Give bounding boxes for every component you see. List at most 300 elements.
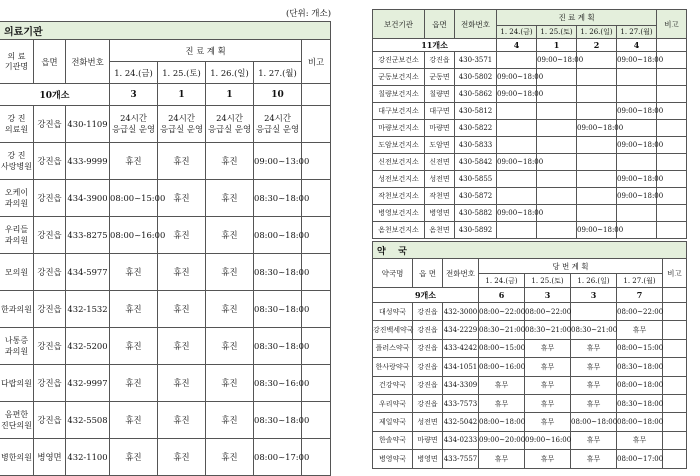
header-date: 1. 27.(월): [617, 274, 663, 288]
cell-name: 성전보건지소: [373, 171, 425, 188]
summary-count: 1: [158, 84, 206, 106]
cell-schedule: 09:00~18:00: [497, 154, 537, 171]
cell-note: [657, 86, 687, 103]
header-date: 1. 27.(월): [254, 62, 302, 84]
cell-region: 칠량면: [425, 86, 455, 103]
cell-schedule: 09:00~18:00: [617, 52, 657, 69]
cell-schedule: [617, 86, 657, 103]
header-date: 1. 26.(일): [206, 62, 254, 84]
cell-schedule: 08:00~22:00: [479, 303, 525, 321]
cell-schedule: 08:30~21:00: [479, 321, 525, 339]
cell-schedule: 08:00~16:00: [479, 358, 525, 376]
summary-note: [302, 84, 331, 106]
cell-schedule: 08:30~18:00: [254, 402, 302, 439]
cell-schedule: 휴진: [110, 402, 158, 439]
cell-schedule: 휴진: [206, 439, 254, 476]
table-row: [0, 402, 331, 439]
cell-schedule: [617, 205, 657, 222]
table-row: [0, 328, 331, 365]
table-row: [373, 86, 687, 103]
cell-name: 작천보건지소: [373, 188, 425, 205]
cell-phone: 432-5042: [443, 413, 479, 431]
summary-count: 3: [110, 84, 158, 106]
table-row: [373, 188, 687, 205]
cell-schedule: 08:30~18:00: [617, 358, 663, 376]
cell-region: 성전면: [413, 413, 443, 431]
table-row: [373, 154, 687, 171]
cell-name: 모의원: [0, 254, 34, 291]
cell-region: 작천면: [425, 188, 455, 205]
cell-schedule: 휴무: [571, 450, 617, 468]
cell-schedule: 08:30~18:00: [254, 180, 302, 217]
cell-schedule: 09:00~18:00: [497, 205, 537, 222]
cell-name: 한솔약국: [373, 431, 413, 449]
table-row: [0, 439, 331, 476]
cell-schedule: 휴진: [110, 291, 158, 328]
cell-schedule: 08:00~15:00: [110, 180, 158, 217]
cell-schedule: 08:00~15:00: [479, 339, 525, 357]
cell-schedule: [577, 69, 617, 86]
cell-schedule: 휴진: [158, 254, 206, 291]
cell-schedule: 08:00~18:00: [254, 217, 302, 254]
cell-region: 병영면: [413, 450, 443, 468]
cell-name: 병영보건지소: [373, 205, 425, 222]
cell-schedule: 휴진: [158, 365, 206, 402]
cell-name: 강진백세약국: [373, 321, 413, 339]
cell-schedule: [617, 154, 657, 171]
cell-schedule: [497, 188, 537, 205]
cell-schedule: [537, 171, 577, 188]
cell-schedule: [497, 222, 537, 239]
cell-note: [302, 106, 331, 143]
cell-schedule: [537, 188, 577, 205]
cell-region: 병영면: [34, 439, 66, 476]
summary-note: [663, 288, 687, 303]
table-row: [0, 143, 331, 180]
cell-schedule: [577, 103, 617, 120]
cell-region: 마량면: [413, 431, 443, 449]
cell-phone: 434-5977: [66, 254, 110, 291]
cell-phone: 434-3900: [66, 180, 110, 217]
cell-phone: 434-2229: [443, 321, 479, 339]
cell-schedule: 휴진: [158, 180, 206, 217]
table-row: [373, 52, 687, 69]
cell-schedule: 08:00~22:00: [525, 303, 571, 321]
header-region: 읍면: [425, 10, 455, 39]
cell-schedule: 08:00~15:00: [617, 339, 663, 357]
cell-name: 대성약국: [373, 303, 413, 321]
header-note: 비고: [302, 40, 331, 84]
cell-schedule: 08:00~18:00: [617, 376, 663, 394]
cell-schedule: [497, 171, 537, 188]
header-region: 읍 면: [413, 259, 443, 288]
cell-name: 한과의원: [0, 291, 34, 328]
cell-schedule: 08:30~18:00: [617, 394, 663, 412]
cell-schedule: 08:00~17:00: [617, 450, 663, 468]
cell-schedule: 09:00~18:00: [617, 103, 657, 120]
cell-schedule: 휴무: [525, 394, 571, 412]
header-date: 1. 26.(일): [571, 274, 617, 288]
table-row: [373, 358, 687, 376]
cell-region: 강진읍: [413, 376, 443, 394]
cell-phone: 430-5855: [455, 171, 497, 188]
table-row: [373, 120, 687, 137]
cell-schedule: [537, 120, 577, 137]
cell-schedule: 09:00~13:00: [254, 143, 302, 180]
unit-note: (단위: 개소): [286, 9, 332, 19]
cell-phone: 430-5812: [455, 103, 497, 120]
cell-name: 칠량보건지소: [373, 86, 425, 103]
table-row: [373, 137, 687, 154]
summary-label: 10개소: [0, 84, 110, 106]
cell-region: 도암면: [425, 137, 455, 154]
cell-note: [657, 154, 687, 171]
summary-count: 7: [617, 288, 663, 303]
cell-phone: 432-5200: [66, 328, 110, 365]
cell-note: [663, 358, 687, 376]
cell-region: 강진읍: [413, 394, 443, 412]
cell-name: 우리약국: [373, 394, 413, 412]
cell-name: 병한의원: [0, 439, 34, 476]
cell-phone: 433-7573: [443, 394, 479, 412]
cell-schedule: 09:00~20:00: [479, 431, 525, 449]
cell-name: 대구보건지소: [373, 103, 425, 120]
cell-phone: 430-1109: [66, 106, 110, 143]
table-row: [373, 431, 687, 449]
cell-phone: 432-1100: [66, 439, 110, 476]
cell-region: 마량면: [425, 120, 455, 137]
cell-schedule: 휴무: [571, 394, 617, 412]
cell-schedule: 휴진: [158, 328, 206, 365]
cell-phone: 432-3000: [443, 303, 479, 321]
cell-schedule: 휴진: [158, 402, 206, 439]
cell-phone: 434-3309: [443, 376, 479, 394]
cell-name: 플러스약국: [373, 339, 413, 357]
cell-name: 한사랑약국: [373, 358, 413, 376]
cell-phone: 430-5862: [455, 86, 497, 103]
cell-note: [663, 431, 687, 449]
header-date: 1. 24.(금): [497, 26, 537, 39]
cell-note: [657, 69, 687, 86]
cell-schedule: 휴진: [206, 328, 254, 365]
cell-schedule: 휴진: [206, 217, 254, 254]
cell-name: 다랍의원: [0, 365, 34, 402]
cell-name: 마량보건지소: [373, 120, 425, 137]
cell-note: [663, 413, 687, 431]
header-date: 1. 26.(일): [577, 26, 617, 39]
cell-schedule: 휴무: [617, 321, 663, 339]
table-row: [0, 365, 331, 402]
header-plan: 당 번 계 획: [479, 259, 663, 274]
cell-schedule: [537, 222, 577, 239]
cell-note: [663, 321, 687, 339]
summary-count: 2: [577, 39, 617, 52]
cell-schedule: 휴진: [158, 291, 206, 328]
cell-name: 군동보건지소: [373, 69, 425, 86]
cell-schedule: 08:30~21:00: [525, 321, 571, 339]
cell-schedule: [537, 103, 577, 120]
table-row: [373, 222, 687, 239]
cell-schedule: 08:00~18:00: [479, 413, 525, 431]
cell-schedule: [577, 154, 617, 171]
cell-schedule: 휴무: [525, 413, 571, 431]
cell-region: 강진읍: [34, 217, 66, 254]
cell-schedule: 08:00~17:00: [254, 439, 302, 476]
header-date: 1. 25.(토): [525, 274, 571, 288]
summary-count: 4: [617, 39, 657, 52]
summary-count: 4: [497, 39, 537, 52]
cell-region: 강진읍: [425, 52, 455, 69]
table-row: [373, 303, 687, 321]
summary-label: 9개소: [373, 288, 479, 303]
cell-name: 강 진 의료원: [0, 106, 34, 143]
cell-phone: 433-9999: [66, 143, 110, 180]
health-centers-table: [372, 9, 687, 239]
cell-region: 강진읍: [34, 291, 66, 328]
cell-schedule: 휴무: [525, 358, 571, 376]
cell-phone: 430-5872: [455, 188, 497, 205]
cell-phone: 432-5508: [66, 402, 110, 439]
cell-region: 강진읍: [34, 402, 66, 439]
cell-schedule: 휴무: [525, 339, 571, 357]
cell-schedule: 휴진: [158, 439, 206, 476]
cell-schedule: 휴진: [110, 439, 158, 476]
header-phone: 전화번호: [455, 10, 497, 39]
cell-schedule: [497, 137, 537, 154]
header-plan: 진 료 계 획: [497, 10, 657, 26]
cell-schedule: 휴무: [571, 376, 617, 394]
cell-region: 강진읍: [34, 180, 66, 217]
cell-region: 강진읍: [34, 106, 66, 143]
cell-schedule: 08:30~18:00: [254, 291, 302, 328]
cell-schedule: 08:30~21:00: [571, 321, 617, 339]
cell-name: 오케이 과의원: [0, 180, 34, 217]
cell-phone: 430-3571: [455, 52, 497, 69]
cell-region: 강진읍: [413, 321, 443, 339]
table-row: [373, 69, 687, 86]
cell-note: [663, 450, 687, 468]
header-note: 비고: [657, 10, 687, 39]
cell-schedule: 휴무: [479, 450, 525, 468]
cell-schedule: 09:00~18:00: [577, 120, 617, 137]
cell-region: 강진읍: [413, 303, 443, 321]
cell-phone: 430-5882: [455, 205, 497, 222]
header-date: 1. 24.(금): [479, 274, 525, 288]
cell-schedule: [617, 69, 657, 86]
cell-schedule: 09:00~18:00: [617, 188, 657, 205]
cell-region: 강진읍: [34, 365, 66, 402]
summary-count: 1: [206, 84, 254, 106]
cell-schedule: 09:00~18:00: [577, 222, 617, 239]
summary-note: [657, 39, 687, 52]
cell-schedule: 휴진: [110, 365, 158, 402]
cell-schedule: [497, 120, 537, 137]
header-date: 1. 25.(토): [537, 26, 577, 39]
table-row: [373, 321, 687, 339]
cell-schedule: 24시간 응급실 운영: [254, 106, 302, 143]
section-title: 의료기관: [0, 22, 331, 40]
table-row: [0, 106, 331, 143]
cell-schedule: [497, 52, 537, 69]
cell-schedule: 24시간 응급실 운영: [110, 106, 158, 143]
cell-schedule: 08:00~16:00: [110, 217, 158, 254]
cell-note: [663, 376, 687, 394]
cell-name: 병영약국: [373, 450, 413, 468]
cell-region: 군동면: [425, 69, 455, 86]
cell-phone: 430-5802: [455, 69, 497, 86]
cell-region: 강진읍: [413, 339, 443, 357]
cell-schedule: [537, 137, 577, 154]
cell-name: 나통증 과의원: [0, 328, 34, 365]
cell-name: 강진군보건소: [373, 52, 425, 69]
table-row: [0, 180, 331, 217]
table-row: [373, 394, 687, 412]
cell-phone: 430-5833: [455, 137, 497, 154]
cell-schedule: 휴무: [525, 450, 571, 468]
cell-note: [657, 120, 687, 137]
header-plan: 진 료 계 획: [110, 40, 302, 62]
cell-schedule: 24시간 응급실 운영: [206, 106, 254, 143]
cell-schedule: 08:00~18:00: [571, 413, 617, 431]
cell-schedule: 08:30~18:00: [254, 328, 302, 365]
cell-schedule: [577, 137, 617, 154]
cell-phone: 432-9997: [66, 365, 110, 402]
cell-schedule: 휴무: [479, 394, 525, 412]
summary-count: 3: [525, 288, 571, 303]
cell-region: 옴천면: [425, 222, 455, 239]
cell-schedule: [571, 303, 617, 321]
cell-schedule: 휴무: [479, 376, 525, 394]
cell-schedule: [497, 103, 537, 120]
cell-region: 성전면: [425, 171, 455, 188]
cell-schedule: 휴무: [571, 431, 617, 449]
summary-count: 6: [479, 288, 525, 303]
cell-schedule: 휴진: [158, 143, 206, 180]
cell-phone: 430-5842: [455, 154, 497, 171]
cell-name: 신전보건지소: [373, 154, 425, 171]
cell-name: 제일약국: [373, 413, 413, 431]
cell-phone: 430-5822: [455, 120, 497, 137]
cell-schedule: 09:00~16:00: [525, 431, 571, 449]
cell-schedule: 09:00~18:00: [617, 171, 657, 188]
table-row: [0, 254, 331, 291]
cell-note: [657, 205, 687, 222]
cell-phone: 433-4242: [443, 339, 479, 357]
cell-schedule: 휴진: [206, 291, 254, 328]
table-row: [373, 205, 687, 222]
cell-region: 신전면: [425, 154, 455, 171]
cell-schedule: 휴진: [110, 328, 158, 365]
table-row: [373, 339, 687, 357]
cell-note: [657, 222, 687, 239]
cell-schedule: 휴무: [525, 376, 571, 394]
cell-schedule: 휴진: [206, 402, 254, 439]
cell-note: [663, 303, 687, 321]
cell-note: [663, 339, 687, 357]
summary-count: 10: [254, 84, 302, 106]
cell-schedule: 08:30~16:00: [254, 365, 302, 402]
cell-schedule: 24시간 응급실 운영: [158, 106, 206, 143]
cell-schedule: 휴진: [206, 143, 254, 180]
header-name: 보건기관: [373, 10, 425, 39]
cell-schedule: 09:00~18:00: [497, 69, 537, 86]
cell-schedule: 휴무: [571, 339, 617, 357]
cell-phone: 434-1051: [443, 358, 479, 376]
summary-label: 11개소: [373, 39, 497, 52]
cell-phone: 434-0233: [443, 431, 479, 449]
cell-schedule: [577, 86, 617, 103]
table-row: [0, 291, 331, 328]
cell-note: [663, 394, 687, 412]
cell-phone: 432-1532: [66, 291, 110, 328]
cell-phone: 433-8275: [66, 217, 110, 254]
table-row: [373, 450, 687, 468]
cell-schedule: 휴진: [206, 180, 254, 217]
cell-schedule: [577, 171, 617, 188]
header-note: 비고: [663, 259, 687, 288]
header-region: 읍면: [34, 40, 66, 84]
section-title: 약 국: [373, 242, 687, 259]
summary-count: 1: [537, 39, 577, 52]
cell-name: 우리들 과의원: [0, 217, 34, 254]
cell-schedule: 휴무: [617, 431, 663, 449]
table-row: [373, 413, 687, 431]
table-row: [373, 171, 687, 188]
cell-region: 강진읍: [413, 358, 443, 376]
cell-phone: 433-7557: [443, 450, 479, 468]
cell-schedule: 08:30~18:00: [254, 254, 302, 291]
cell-name: 옴천보건지소: [373, 222, 425, 239]
cell-name: 강 진 사랑병원: [0, 143, 34, 180]
summary-count: 3: [571, 288, 617, 303]
cell-schedule: 08:00~22:00: [617, 303, 663, 321]
cell-schedule: 휴진: [110, 143, 158, 180]
cell-name: 건강약국: [373, 376, 413, 394]
header-phone: 전화번호: [66, 40, 110, 84]
table-row: [373, 376, 687, 394]
cell-region: 강진읍: [34, 254, 66, 291]
cell-name: 음편한 진단의원: [0, 402, 34, 439]
table-row: [0, 217, 331, 254]
cell-schedule: 휴진: [158, 217, 206, 254]
header-date: 1. 24.(금): [110, 62, 158, 84]
cell-phone: 430-5892: [455, 222, 497, 239]
cell-schedule: 휴진: [206, 254, 254, 291]
table-row: [373, 103, 687, 120]
cell-region: 강진읍: [34, 143, 66, 180]
cell-schedule: 휴무: [571, 358, 617, 376]
cell-schedule: 휴진: [110, 254, 158, 291]
cell-region: 강진읍: [34, 328, 66, 365]
cell-region: 대구면: [425, 103, 455, 120]
cell-schedule: 휴진: [206, 365, 254, 402]
pharmacies-table: [372, 241, 687, 469]
header-name: 약국명: [373, 259, 413, 288]
cell-schedule: 09:00~18:00: [617, 137, 657, 154]
cell-schedule: 08:00~18:00: [617, 413, 663, 431]
cell-region: 병영면: [425, 205, 455, 222]
cell-schedule: 09:00~18:00: [537, 52, 577, 69]
cell-name: 도암보건지소: [373, 137, 425, 154]
cell-schedule: [577, 205, 617, 222]
header-name: 의 료 기관명: [0, 40, 34, 84]
medical-institutions-table: [0, 21, 331, 476]
header-phone: 전화번호: [443, 259, 479, 288]
header-date: 1. 25.(토): [158, 62, 206, 84]
cell-schedule: 09:00~18:00: [497, 86, 537, 103]
header-date: 1. 27.(월): [617, 26, 657, 39]
cell-schedule: [577, 188, 617, 205]
